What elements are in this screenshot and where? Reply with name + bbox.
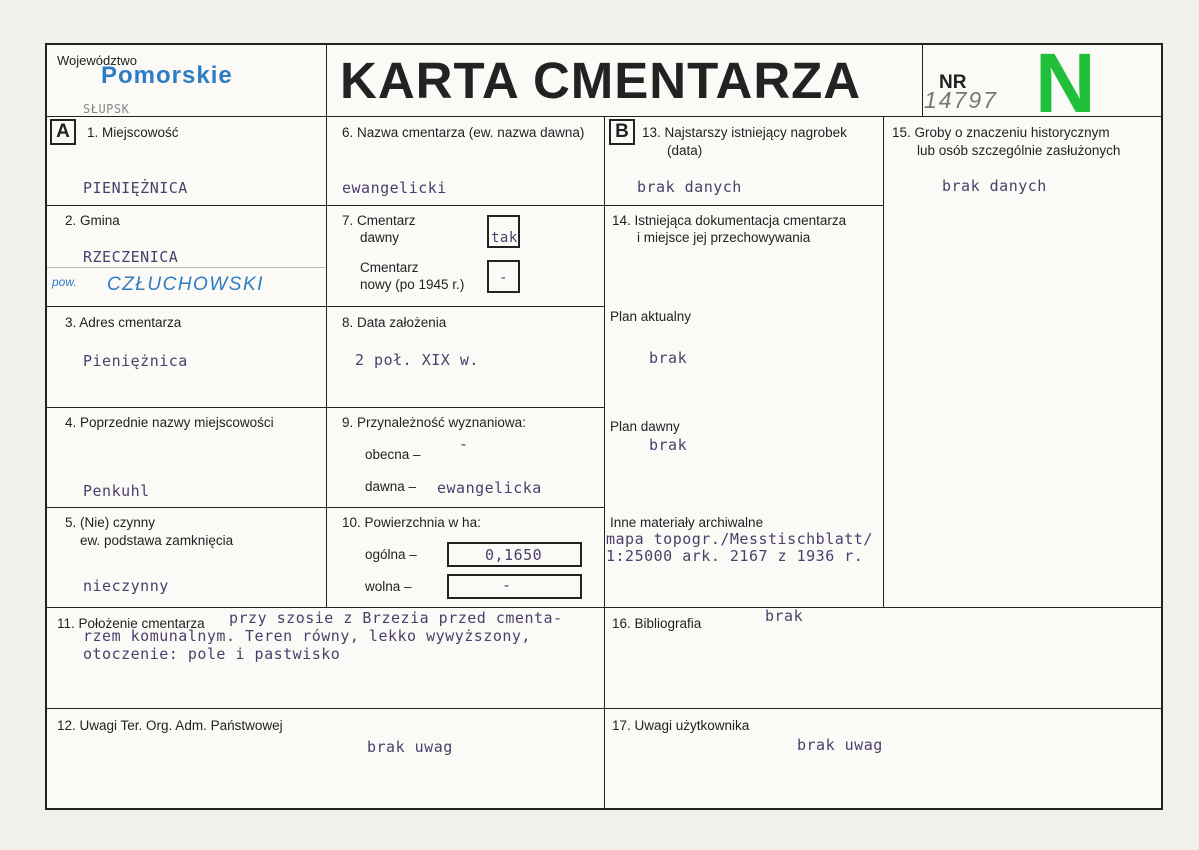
header-nr-divider xyxy=(922,45,923,116)
field-7-new-label: Cmentarz xyxy=(360,260,419,275)
field-4-value: Penkuhl xyxy=(83,482,150,500)
field-11-label: 11. Położenie cmentarza xyxy=(57,616,205,631)
cemetery-card xyxy=(45,36,1163,810)
field-12-value: brak uwag xyxy=(367,738,453,756)
field-11-line2: rzem komunalnym. Teren równy, lekko wywyższony, xyxy=(83,627,531,645)
field-15-label-line2: lub osób szczególnie zasłużonych xyxy=(917,143,1121,158)
city-stamp: SŁUPSK xyxy=(83,102,130,116)
field-9-former-value: ewangelicka xyxy=(437,479,542,497)
field-9-current-label: obecna – xyxy=(365,447,421,462)
field-1-label: 1. Miejscowość xyxy=(87,125,179,140)
field-5-value: nieczynny xyxy=(83,577,169,595)
field-10-total-label: ogólna – xyxy=(365,547,417,562)
section-b-badge: B xyxy=(609,119,635,145)
other-materials-label: Inne materiały archiwalne xyxy=(610,515,764,530)
field-9-current-value: - xyxy=(459,435,469,453)
row-divider-6 xyxy=(47,708,1163,709)
field-13-label: 13. Najstarszy istniejący nagrobek xyxy=(642,125,847,140)
field-16-value: brak xyxy=(765,607,804,625)
field-7-new-value: - xyxy=(499,270,508,286)
field-10-free-value: - xyxy=(502,576,512,594)
row-divider-5 xyxy=(47,607,1163,608)
section-a-badge: A xyxy=(50,119,76,145)
field-14-label: 14. Istniejąca dokumentacja cmentarza xyxy=(612,213,847,228)
field-7-old-label-line2: dawny xyxy=(360,230,400,245)
field-10-total-value: 0,1650 xyxy=(485,546,543,564)
field-10-free-label: wolna – xyxy=(365,579,412,594)
col-divider-3 xyxy=(883,116,884,607)
plan-current-label: Plan aktualny xyxy=(610,309,692,324)
field-9-label: 9. Przynależność wyznaniowa: xyxy=(342,415,526,430)
voivodeship-stamp: Pomorskie xyxy=(101,62,233,89)
district-note: CZŁUCHOWSKI xyxy=(107,274,264,295)
plan-old-value: brak xyxy=(649,436,688,454)
nr-value: 14797 xyxy=(924,87,998,113)
field-9-former-label: dawna – xyxy=(365,479,417,494)
field-10-label: 10. Powierzchnia w ha: xyxy=(342,515,481,530)
field-7-new-label-line2: nowy (po 1945 r.) xyxy=(360,277,465,292)
field-5-label: 5. (Nie) czynny xyxy=(65,515,156,530)
district-prefix: pow. xyxy=(52,275,77,289)
other-materials-line2: 1:25000 ark. 2167 z 1936 r. xyxy=(606,547,864,565)
field-2-label: 2. Gmina xyxy=(65,213,120,228)
field-16-label: 16. Bibliografia xyxy=(612,616,702,631)
field-15-label: 15. Groby o znaczeniu historycznym xyxy=(892,125,1110,140)
row-divider-1 xyxy=(47,205,883,206)
nr-label: NR xyxy=(939,72,967,93)
field-8-label: 8. Data założenia xyxy=(342,315,447,330)
field-15-value: brak danych xyxy=(942,177,1047,195)
plan-old-label: Plan dawny xyxy=(610,419,680,434)
field-7-old-value: tak xyxy=(491,230,518,246)
other-materials-line1: mapa topogr./Messtischblatt/ xyxy=(606,530,873,548)
field-6-value: ewangelicki xyxy=(342,179,447,197)
field-13-label-line2: (data) xyxy=(667,143,703,158)
field-13-value: brak danych xyxy=(637,178,742,196)
field-7-old-label: 7. Cmentarz xyxy=(342,213,416,228)
field-1-value: PIENIĘŻNICA xyxy=(83,179,188,197)
header-divider xyxy=(47,116,1163,117)
field-5-label-line2: ew. podstawa zamknięcia xyxy=(80,533,234,548)
category-marker: N xyxy=(1035,36,1096,130)
voivodeship-label: Województwo xyxy=(57,53,137,68)
field-2-sub-divider xyxy=(47,267,326,268)
field-12-label: 12. Uwagi Ter. Org. Adm. Państwowej xyxy=(57,718,283,733)
field-6-label: 6. Nazwa cmentarza (ew. nazwa dawna) xyxy=(342,125,585,140)
field-11-line3: otoczenie: pole i pastwisko xyxy=(83,645,341,663)
field-17-label: 17. Uwagi użytkownika xyxy=(612,718,750,733)
field-3-value: Pieniężnica xyxy=(83,352,188,370)
field-2-value: RZECZENICA xyxy=(83,248,179,266)
field-11-line1: przy szosie z Brzezia przed cmenta- xyxy=(229,609,563,627)
field-14-label-line2: i miejsce jej przechowywania xyxy=(637,230,811,245)
plan-current-value: brak xyxy=(649,349,688,367)
field-17-value: brak uwag xyxy=(797,736,883,754)
field-8-value: 2 poł. XIX w. xyxy=(355,351,479,369)
field-3-label: 3. Adres cmentarza xyxy=(65,315,182,330)
col-divider-1 xyxy=(326,45,327,607)
page-title: KARTA CMENTARZA xyxy=(340,52,862,109)
field-4-label: 4. Poprzednie nazwy miejscowości xyxy=(65,415,274,430)
col-divider-2 xyxy=(604,116,605,810)
field-10-free-box xyxy=(447,574,582,599)
